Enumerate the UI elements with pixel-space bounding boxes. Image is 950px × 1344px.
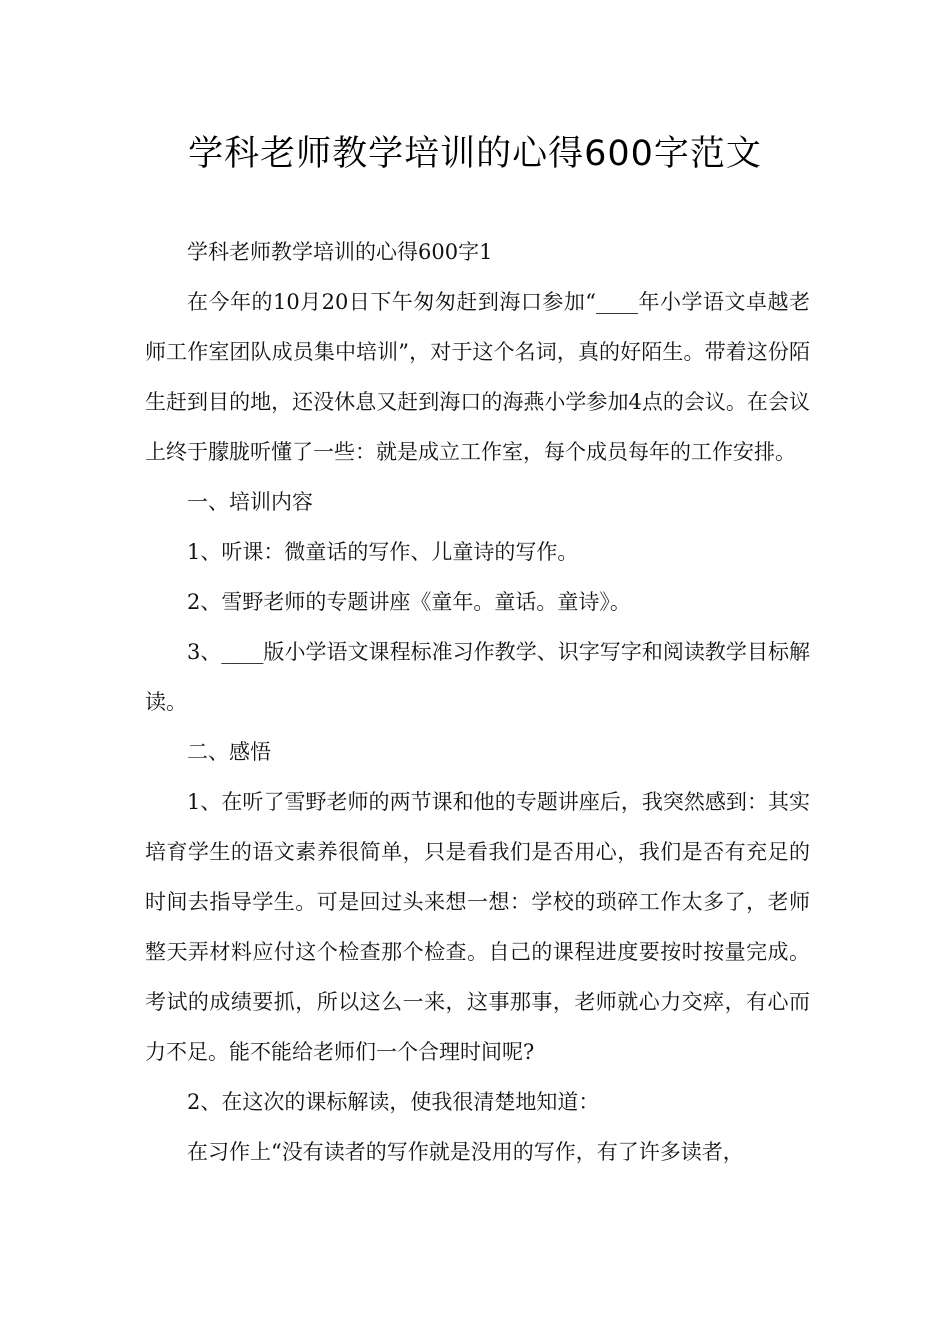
paragraph: 1、在听了雪野老师的两节课和他的专题讲座后，我突然感到：其实培育学生的语文素养很简单，只是看我们是否用心，我们是否有充足的时间去指导学生。可是回过头来想一想：学校的琐碎工作太多了，老师整天弄材料应付这个检查那个检查。自己的课程进度要按时按量完成。考试的成绩要抓，所以这么一来，这事那事，老师就心力交瘁，有心而力不足。能不能给老师们一个合理时间呢? (145, 790, 810, 1064)
paragraph: 2、在这次的课标解读，使我很清楚地知道： (187, 1090, 600, 1114)
section-heading: 二、感悟 (187, 740, 271, 764)
list-item: 2、雪野老师的专题讲座《童年。童话。童诗》。 (187, 590, 631, 614)
paragraph: 在习作上“没有读者的写作就是没用的写作，有了许多读者， (187, 1140, 744, 1164)
list-item: 1、听课：微童话的写作、儿童诗的写作。 (187, 540, 579, 564)
document-title: 学科老师教学培训的心得600字范文 (188, 134, 762, 174)
list-item: 3、____版小学语文课程标准习作教学、识字写字和阅读教学目标解读。 (145, 640, 810, 714)
document-body (145, 227, 810, 1177)
section-heading: 一、培训内容 (187, 490, 313, 514)
paragraph: 学科老师教学培训的心得600字1 (187, 240, 493, 264)
paragraph: 在今年的10月20日下午匆匆赶到海口参加“____年小学语文卓越老师工作室团队成员集中培训”，对于这个名词，真的好陌生。带着这份陌生赶到目的地，还没休息又赶到海口的海燕小学参加4点的会议。在会议上终于朦胧听懂了一些：就是成立工作室，每个成员每年的工作安排。 (145, 290, 810, 464)
